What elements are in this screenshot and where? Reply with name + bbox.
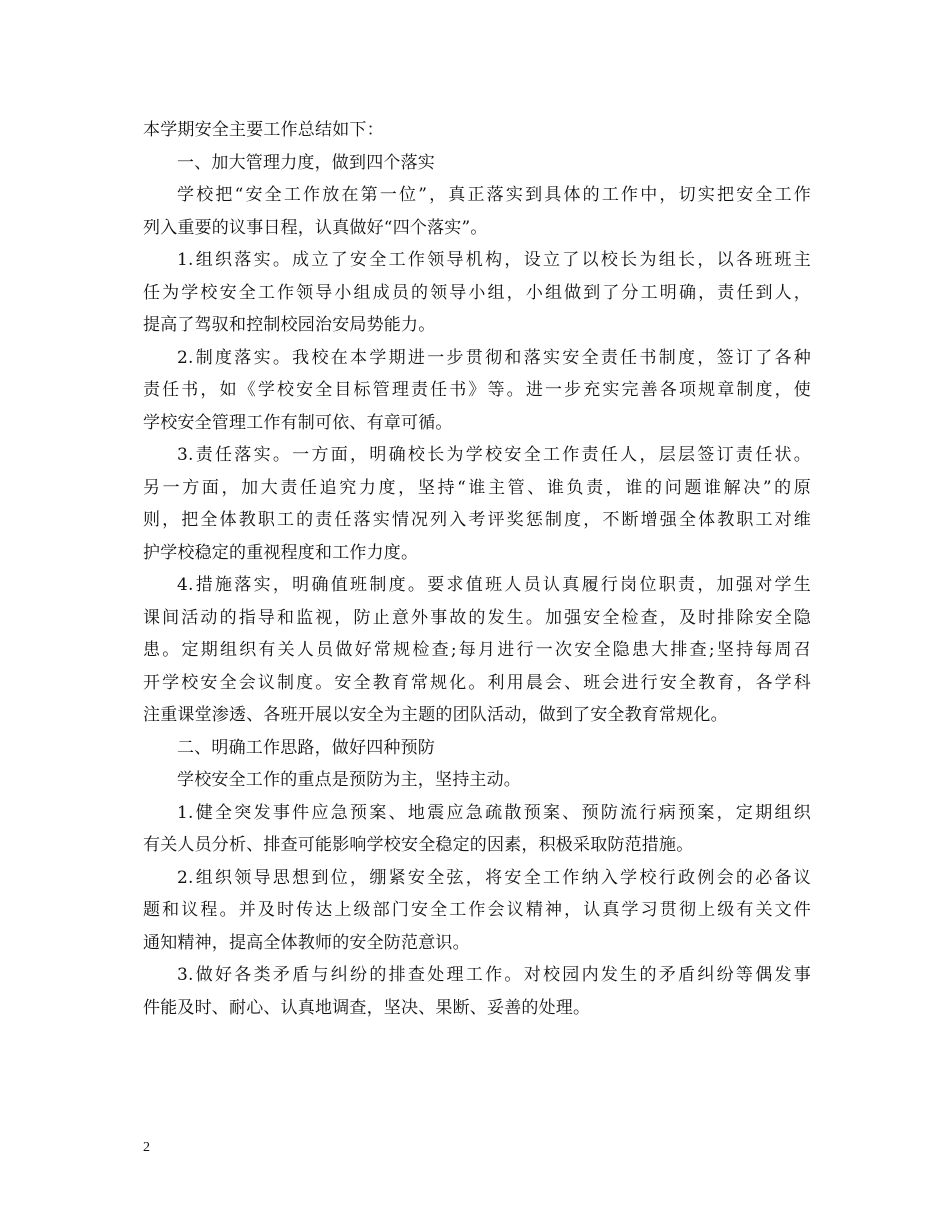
text-line: 件能及时、耐心、认真地调查，坚决、果断、妥善的处理。 — [143, 997, 591, 1018]
page-number: 2 — [143, 1140, 150, 1155]
text-line: 患。定期组织有关人员做好常规检查;每月进行一次安全隐患大排查;坚持每周召 — [143, 640, 811, 660]
text-line: 注重课堂渗透、各班开展以安全为主题的团队活动，做到了安全教育常规化。 — [143, 705, 728, 725]
text-line: 责任书，如《学校安全目标管理责任书》等。进一步充实完善各项规章制度，使 — [143, 380, 811, 400]
text-line: 通知精神，提高全体教师的安全防范意识。 — [143, 932, 470, 953]
text-line: 另一方面，加大责任追究力度，坚持“谁主管、谁负责，谁的问题谁解决”的原 — [143, 477, 811, 498]
text-line: 4.措施落实，明确值班制度。要求值班人员认真履行岗位职责，加强对学生 — [177, 575, 811, 595]
text-line: 3.责任落实。一方面，明确校长为学校安全工作责任人，层层签订责任状。 — [177, 445, 811, 465]
text-line: 列入重要的议事日程，认真做好“四个落实”。 — [143, 217, 488, 238]
text-line: 1.健全突发事件应急预案、地震应急疏散预案、预防流行病预案，定期组织 — [177, 802, 811, 823]
text-line: 题和议程。并及时传达上级部门安全工作会议精神，认真学习贯彻上级有关文件 — [143, 900, 811, 920]
text-line: 则，把全体教职工的责任落实情况列入考评奖惩制度，不断增强全体教职工对维 — [143, 510, 811, 530]
text-line: 本学期安全主要工作总结如下： — [143, 120, 384, 140]
text-line: 一、加大管理力度，做到四个落实 — [177, 152, 435, 173]
text-line: 2.制度落实。我校在本学期进一步贯彻和落实安全责任书制度，签订了各种 — [177, 347, 811, 368]
text-line: 3.做好各类矛盾与纠纷的排查处理工作。对校园内发生的矛盾纠纷等偶发事 — [177, 965, 811, 985]
document-body — [143, 114, 811, 1024]
text-line: 二、明确工作思路，做好四种预防 — [177, 737, 435, 758]
text-line: 提高了驾驭和控制校园治安局势能力。 — [143, 315, 436, 335]
text-line: 课间活动的指导和监视，防止意外事故的发生。加强安全检查，及时排除安全隐 — [143, 607, 811, 628]
text-line: 1.组织落实。成立了安全工作领导机构，设立了以校长为组长，以各班班主 — [177, 250, 811, 270]
text-line: 2.组织领导思想到位，绷紧安全弦，将安全工作纳入学校行政例会的必备议 — [177, 867, 811, 888]
text-line: 有关人员分析、排查可能影响学校安全稳定的因素，积极采取防范措施。 — [143, 835, 694, 855]
text-line: 任为学校安全工作领导小组成员的领导小组，小组做到了分工明确，责任到人， — [143, 282, 811, 303]
text-line: 学校把“安全工作放在第一位”，真正落实到具体的工作中，切实把安全工作 — [177, 185, 811, 205]
text-line: 学校安全管理工作有制可依、有章可循。 — [143, 412, 453, 433]
text-line: 学校安全工作的重点是预防为主，坚持主动。 — [177, 770, 521, 790]
text-line: 开学校安全会议制度。安全教育常规化。利用晨会、班会进行安全教育，各学科 — [143, 672, 811, 693]
text-line: 护学校稳定的重视程度和工作力度。 — [143, 542, 419, 563]
